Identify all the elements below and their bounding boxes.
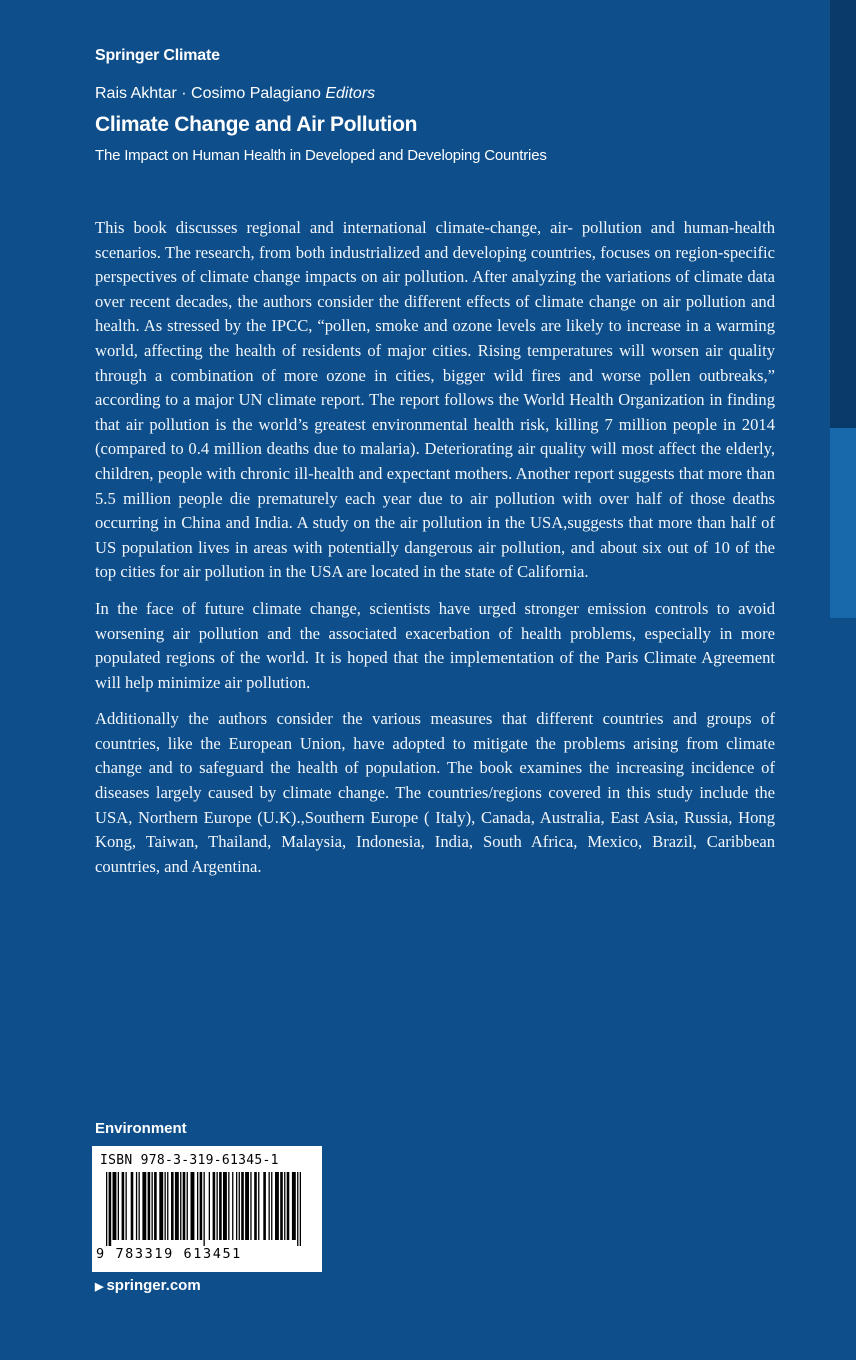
barcode-bar (284, 1172, 285, 1240)
barcode-bar (106, 1172, 107, 1246)
barcode-bar (263, 1172, 266, 1240)
barcode-bar (209, 1172, 210, 1240)
barcode-bar (245, 1172, 249, 1240)
barcode-bar (148, 1172, 151, 1240)
publisher-link-text: springer.com (106, 1277, 201, 1294)
barcode-bar (223, 1172, 227, 1240)
barcode-bar (154, 1172, 157, 1240)
editors-line (95, 85, 375, 103)
barcode-bar (275, 1172, 279, 1240)
barcode-digits: 9 783319 613451 (96, 1246, 242, 1262)
barcode-bar (254, 1172, 257, 1240)
barcode-bar (239, 1172, 240, 1240)
barcode-bar (269, 1172, 270, 1240)
spine-edge (830, 0, 856, 1360)
barcode-bar (159, 1172, 163, 1240)
barcode-bar (183, 1172, 186, 1240)
barcode-bar (136, 1172, 137, 1240)
barcode-bar (280, 1172, 283, 1240)
barcode-bar (171, 1172, 174, 1240)
barcode-bar (191, 1172, 195, 1240)
barcode-bar (217, 1172, 218, 1240)
spine-segment-bottom (830, 618, 856, 1360)
barcode-bar (241, 1172, 244, 1240)
barcode-bar (213, 1172, 216, 1240)
barcode-bar (175, 1172, 179, 1240)
barcode-bar (197, 1172, 198, 1240)
barcode-bar (165, 1172, 166, 1240)
editors-role: Editors (325, 85, 376, 102)
barcode-bar (142, 1172, 146, 1240)
barcode-bar (122, 1172, 125, 1240)
isbn-label: ISBN 978-3-319-61345-1 (100, 1153, 279, 1168)
blurb-paragraph: This book discusses regional and international climate-change, air- pollution and human-health scenarios. The research, from both industrialized and developing countries, focuses on region-specific perspectives of climate change impacts on air pollution. After analyzing the variations of climate data over recent decades, the authors consider the different effects of climate change on air pollution and health. As stressed by the IPCC, “pollen, smoke and ozone levels are likely to increase in a warming world, affecting the health of residents of major cities. Rising temperatures will worsen air quality through a combination of more ozone in cities, bigger wild fires and worse pollen outbreaks,” according to a major UN climate report. The report follows the World Health Organization in finding that air pollution is the world’s greatest environmental health risk, killing 7 million people in 2014 (compared to 0.4 million deaths due to malaria). Deteriorating air quality will most affect the elderly, children, people with chronic ill-health and expectant mothers. Another report suggests that more than 5.5 million people die prematurely each year due to air pollution with over half of those deaths occurring in China and India. A study on the air pollution in the USA,suggests that more than half of US population lives in areas with potentially dangerous air pollution, and about six out of 10 of the top cities for air pollution in the USA are located in the state of California. (95, 218, 775, 582)
arrow-right-icon: ▶ (95, 1281, 104, 1293)
barcode-bar (219, 1172, 222, 1240)
book-subtitle: The Impact on Human Health in Developed and Developing Countries (95, 147, 547, 164)
barcode-bar (228, 1172, 229, 1240)
subject-category: Environment (95, 1120, 187, 1137)
barcode-bar (152, 1172, 153, 1240)
barcode-bar (232, 1172, 233, 1240)
barcode-bar (297, 1172, 298, 1246)
barcode-bar (200, 1172, 203, 1240)
blurb-paragraph: Additionally the authors consider the various measures that different countries and groups of countries, like the European Union, have adopted to mitigate the problems arising from climate change and to safeguard the health of population. The book examines the increasing incidence of diseases largely caused by climate change. The countries/regions covered in this study include the USA, Northern Europe (U.K).,Southern Europe ( Italy), Canada, Australia, East Asia, Russia, Hong Kong, Taiwan, Thailand, Malaysia, Indonesia, India, South Africa, Mexico, Brazil, Caribbean countries, and Argentina. (95, 709, 775, 876)
barcode-bar (204, 1172, 205, 1246)
barcode-bar (258, 1172, 259, 1240)
barcode-bar (250, 1172, 251, 1240)
barcode-bar (109, 1172, 112, 1246)
spine-segment-accent (830, 428, 856, 618)
barcode-bar (287, 1172, 290, 1240)
barcode-bar (187, 1172, 188, 1240)
isbn-barcode (92, 1146, 322, 1272)
barcode-bar (300, 1172, 301, 1246)
barcode-bar (113, 1172, 117, 1240)
series-name: Springer Climate (95, 47, 220, 64)
spine-segment-top (830, 0, 856, 428)
blurb (95, 216, 775, 891)
publisher-link[interactable] (95, 1277, 201, 1294)
editor-names: Rais Akhtar · Cosimo Palagiano (95, 85, 321, 102)
barcode-bars (106, 1172, 306, 1246)
barcode-bar (180, 1172, 181, 1240)
blurb-paragraph: In the face of future climate change, scientists have urged stronger emission controls to avoid worsening air pollution and the associated exacerbation of health problems, especially in more populated regions of the world. It is hoped that the implementation of the Paris Climate Agreement will help minimize air pollution. (95, 598, 775, 692)
book-title: Climate Change and Air Pollution (95, 113, 418, 136)
barcode-bar (167, 1172, 168, 1240)
barcode-bar (131, 1172, 134, 1240)
barcode-bar (292, 1172, 296, 1240)
barcode-bar (118, 1172, 119, 1240)
barcode-bar (139, 1172, 140, 1240)
barcode-bar (126, 1172, 127, 1240)
barcode-bar (271, 1172, 272, 1240)
barcode-bar (236, 1172, 237, 1240)
